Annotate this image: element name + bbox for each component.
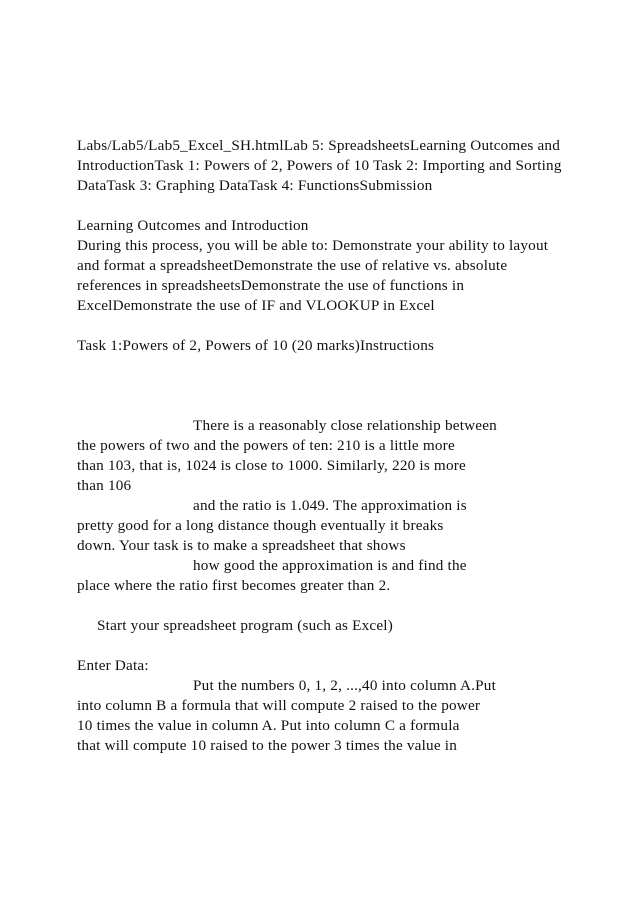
enter-data-label: Enter Data: bbox=[77, 657, 149, 674]
para-line: pretty good for a long distance though eventually it breaks bbox=[77, 517, 444, 534]
para-line: place where the ratio first becomes greater than 2. bbox=[77, 577, 391, 594]
para-line: into column B a formula that will compute 2 raised to the power bbox=[77, 697, 481, 714]
para-line: than 106 bbox=[77, 477, 132, 494]
para-line: that will compute 10 raised to the power 3 times the value in bbox=[77, 737, 457, 754]
para-line: the powers of two and the powers of ten: 210 is a little more bbox=[77, 437, 455, 454]
start-instruction-text: Start your spreadsheet program (such as Excel) bbox=[97, 617, 393, 634]
task1-paragraph bbox=[77, 416, 567, 596]
para-line: Put the numbers 0, 1, 2, ...,40 into column A.Put bbox=[193, 677, 497, 694]
task1-heading: Task 1:Powers of 2, Powers of 10 (20 marks)Instructions bbox=[77, 337, 435, 354]
section-heading-learning-outcomes: Learning Outcomes and Introduction bbox=[77, 217, 309, 234]
learning-outcomes-text: During this process, you will be able to: Demonstrate your ability to layout and format a spreadsheetDemonstrate the use of relative vs. absolute references in spreadsheetsDemonstrate the use of functions in ExcelDemonstrate the use of IF and VLOOKUP in Excel bbox=[77, 237, 549, 314]
para-line: 10 times the value in column A. Put into column C a formula bbox=[77, 717, 460, 734]
para-line: down. Your task is to make a spreadsheet that shows bbox=[77, 537, 406, 554]
para-line: and the ratio is 1.049. The approximation is bbox=[193, 497, 467, 514]
enter-data-paragraph bbox=[77, 676, 567, 756]
para-line: than 103, that is, 1024 is close to 1000. Similarly, 220 is more bbox=[77, 457, 466, 474]
para-line: There is a reasonably close relationship between bbox=[193, 417, 497, 434]
lab-navigation-text: Labs/Lab5/Lab5_Excel_SH.htmlLab 5: SpreadsheetsLearning Outcomes and IntroductionTask 1: Powers of 2, Powers of 10 Task 2: Importing and Sorting DataTask 3: Graphing DataTask 4: FunctionsSubmission bbox=[77, 137, 562, 194]
document-body bbox=[77, 136, 567, 756]
para-line: how good the approximation is and find the bbox=[193, 557, 467, 574]
